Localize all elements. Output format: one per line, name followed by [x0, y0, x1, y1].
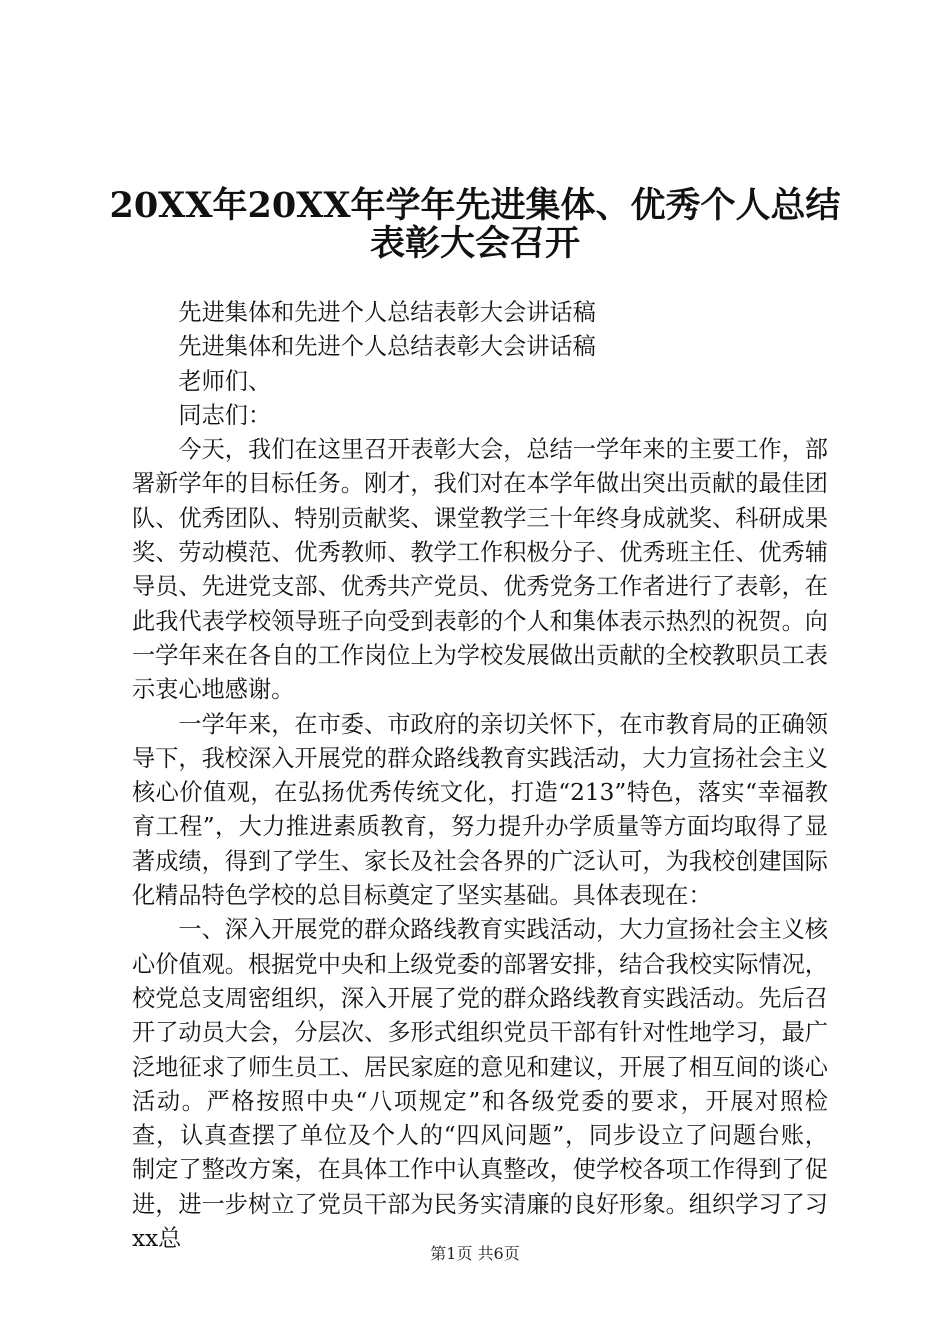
- body-paragraph: 一、深入开展党的群众路线教育实践活动，大力宣扬社会主义核心价值观。根据党中央和上级党委的部署安排，结合我校实际情况，校党总支周密组织，深入开展了党的群众路线教育实践活动。先后召开了动员大会，分层次、多形式组织党员干部有针对性地学习，最广泛地征求了师生员工、居民家庭的意见和建议，开展了相互间的谈心活动。严格按照中央“八项规定”和各级党委的要求，开展对照检查，认真查摆了单位及个人的“四风问题”，同步设立了问题台账，制定了整改方案，在具体工作中认真整改，使学校各项工作得到了促进，进一步树立了党员干部为民务实清廉的良好形象。组织学习了习xx总: [132, 916, 828, 1253]
- body-paragraph: 一学年来，在市委、市政府的亲切关怀下，在市教育局的正确领导下，我校深入开展党的群众路线教育实践活动，大力宣扬社会主义核心价值观，在弘扬优秀传统文化，打造“213”特色，落实“幸福教育工程”，大力推进素质教育，努力提升办学质量等方面均取得了显著成绩，得到了学生、家长及社会各界的广泛认可，为我校创建国际化精品特色学校的总目标奠定了坚实基础。具体表现在：: [132, 710, 828, 910]
- body-paragraph: 先进集体和先进个人总结表彰大会讲话稿: [178, 299, 596, 326]
- document-title-line-2: 表彰大会召开: [369, 223, 580, 264]
- body-paragraph: 同志们：: [178, 401, 272, 429]
- body-paragraph: 老师们、: [178, 367, 272, 395]
- body-paragraph: 今天，我们在这里召开表彰大会，总结一学年来的主要工作，部署新学年的目标任务。刚才，我们对在本学年做出突出贡献的最佳团队、优秀团队、特别贡献奖、课堂教学三十年终身成就奖、科研成果奖、劳动模范、优秀教师、教学工作积极分子、优秀班主任、优秀辅导员、先进党支部、优秀共产党员、优秀党务工作者进行了表彰，在此我代表学校领导班子向受到表彰的个人和集体表示热烈的祝贺。向一学年来在各自的工作岗位上为学校发展做出贡献的全校教职员工表示衷心地感谢。: [132, 436, 828, 704]
- document-title-line-1: 20XX年20XX年学年先进集体、优秀个人总结: [109, 185, 841, 226]
- page-number-footer: 第1页 共6页: [430, 1244, 520, 1263]
- document-body: [132, 296, 828, 1256]
- body-paragraph: 先进集体和先进个人总结表彰大会讲话稿: [178, 333, 596, 361]
